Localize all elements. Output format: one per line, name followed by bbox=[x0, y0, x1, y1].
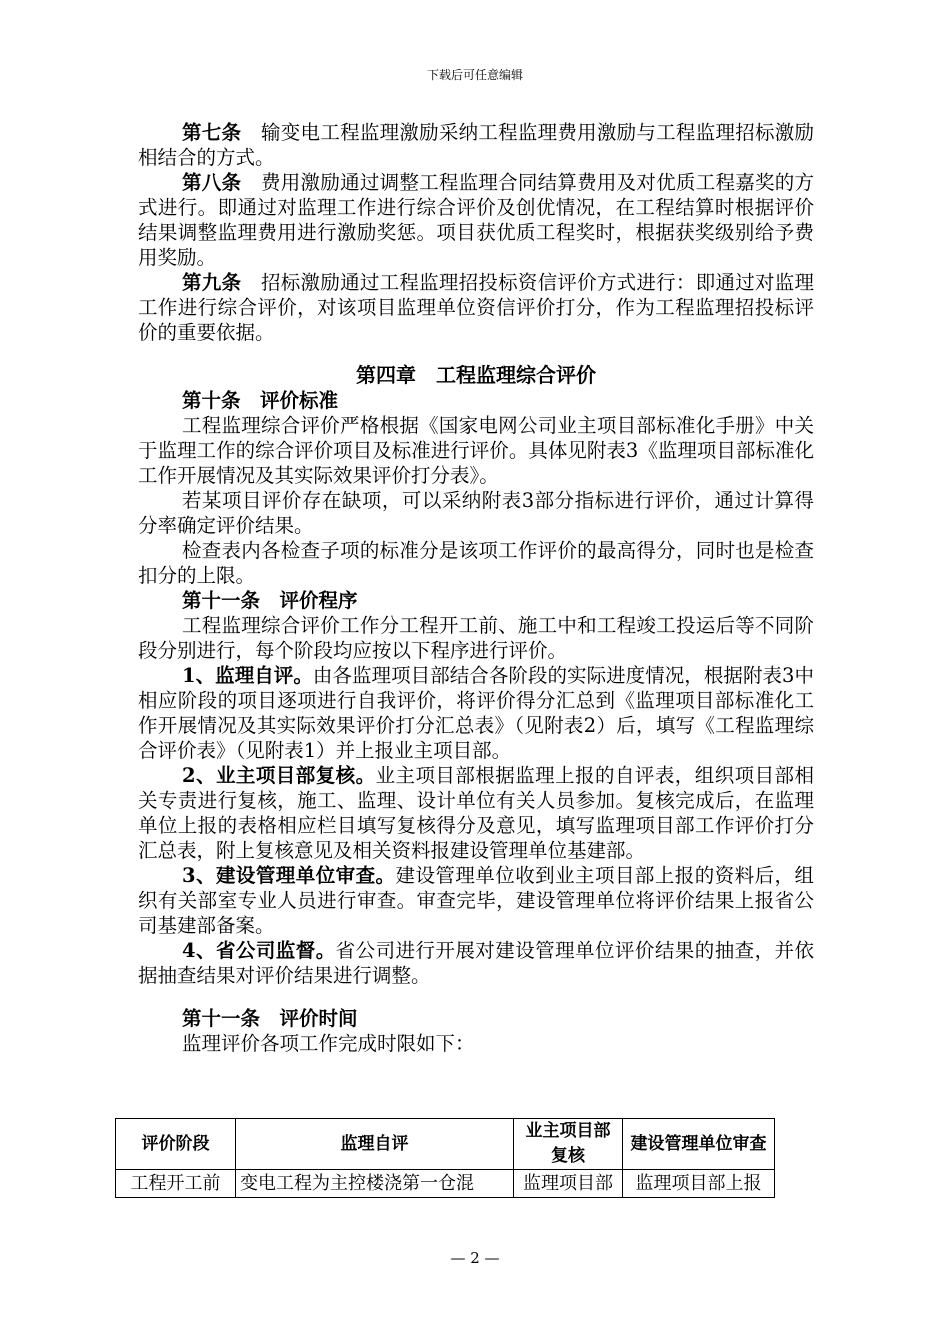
article-10-p1: 工程监理综合评价严格根据《国家电网公司业主项目部标准化手册》中关于监理工作的综合评价项目及标准进行评价。具体见附表3《监理项目部标准化工作开展情况及其实际效果评价打分表》。 bbox=[138, 414, 814, 487]
article-10-title: 第十条 评价标准 bbox=[182, 389, 339, 412]
article-8-text: 费用激励通过调整工程监理合同结算费用及对优质工程嘉奖的方式进行。即通过对监理工作进行综合评价及创优情况，在工程结算时根据评价结果调整监理费用进行激励奖惩。项目获优质工程奖时，根据获奖级别给予费用奖励。 bbox=[138, 171, 814, 269]
step-3-text: 建设管理单位收到业主项目部上报的资料后，组织有关部室专业人员进行审查。审查完毕，建设管理单位将评价结果上报省公司基建部备案。 bbox=[138, 864, 814, 937]
article-10-p2: 若某项目评价存在缺项，可以采纳附表3部分指标进行评价，通过计算得分率确定评价结果。 bbox=[138, 489, 814, 537]
document-body bbox=[138, 120, 814, 1056]
article-11-intro: 工程监理综合评价工作分工程开工前、施工中和工程竣工投运后等不同阶段分别进行，每个阶段均应按以下程序进行评价。 bbox=[138, 614, 814, 662]
page-number: — 2 — bbox=[450, 1249, 500, 1267]
article-11b-title: 第十一条 评价时间 bbox=[182, 1007, 358, 1030]
step-3 bbox=[138, 863, 814, 938]
article-11-title: 第十一条 评价程序 bbox=[182, 589, 358, 612]
schedule-table bbox=[115, 1118, 775, 1198]
article-8 bbox=[138, 170, 814, 270]
step-2 bbox=[138, 763, 814, 863]
article-7 bbox=[138, 120, 814, 170]
table-header-cell: 业主项目部复核 bbox=[514, 1119, 623, 1170]
table-header-cell: 评价阶段 bbox=[116, 1119, 236, 1170]
table-header-row bbox=[116, 1119, 775, 1170]
table-cell: 监理项目部上报 bbox=[623, 1170, 775, 1198]
table-header-cell: 建设管理单位审查 bbox=[623, 1119, 775, 1170]
table-cell: 工程开工前 bbox=[116, 1170, 236, 1198]
article-9-title: 第九条 bbox=[182, 271, 242, 294]
article-7-title: 第七条 bbox=[182, 121, 242, 144]
article-11b-intro: 监理评价各项工作完成时限如下： bbox=[182, 1032, 475, 1055]
step-2-text: 业主项目部根据监理上报的自评表，组织项目部相关专责进行复核，施工、监理、设计单位有关人员参加。复核完成后，在监理单位上报的表格相应栏目填写复核得分及意见，填写监理项目部工作评价打分汇总表，附上复核意见及相关资料报建设管理单位基建部。 bbox=[138, 764, 814, 862]
article-10-p3: 检查表内各检查子项的标准分是该项工作评价的最高得分，同时也是检查扣分的上限。 bbox=[138, 539, 814, 587]
step-4 bbox=[138, 938, 814, 988]
step-3-lead: 3、建设管理单位审查。 bbox=[182, 864, 396, 887]
step-1-text: 由各监理项目部结合各阶段的实际进度情况，根据附表3中相应阶段的项目逐项进行自我评价，将评价得分汇总到《监理项目部标准化工作开展情况及其实际效果评价打分汇总表》（见附表2）后，填写《工程监理综合评价表》（见附表1）并上报业主项目部。 bbox=[138, 664, 814, 762]
article-7-text: 输变电工程监理激励采纳工程监理费用激励与工程监理招标激励相结合的方式。 bbox=[138, 121, 814, 169]
article-8-title: 第八条 bbox=[182, 171, 242, 194]
article-9 bbox=[138, 270, 814, 345]
table-header-cell: 监理自评 bbox=[236, 1119, 514, 1170]
page-header: 下载后可任意编辑 bbox=[426, 68, 523, 82]
table-row bbox=[116, 1170, 775, 1198]
step-4-lead: 4、省公司监督。 bbox=[182, 939, 336, 962]
chapter-heading: 第四章 工程监理综合评价 bbox=[356, 363, 596, 387]
table-cell: 监理项目部 bbox=[514, 1170, 623, 1198]
step-1-lead: 1、监理自评。 bbox=[182, 664, 313, 687]
step-1 bbox=[138, 663, 814, 763]
step-4-text: 省公司进行开展对建设管理单位评价结果的抽查，并依据抽查结果对评价结果进行调整。 bbox=[138, 939, 814, 987]
step-2-lead: 2、业主项目部复核。 bbox=[182, 764, 376, 787]
article-9-text: 招标激励通过工程监理招投标资信评价方式进行：即通过对监理工作进行综合评价，对该项目监理单位资信评价打分，作为工程监理招投标评价的重要依据。 bbox=[138, 271, 814, 344]
table-cell: 变电工程为主控楼浇第一仓混 bbox=[236, 1170, 514, 1198]
